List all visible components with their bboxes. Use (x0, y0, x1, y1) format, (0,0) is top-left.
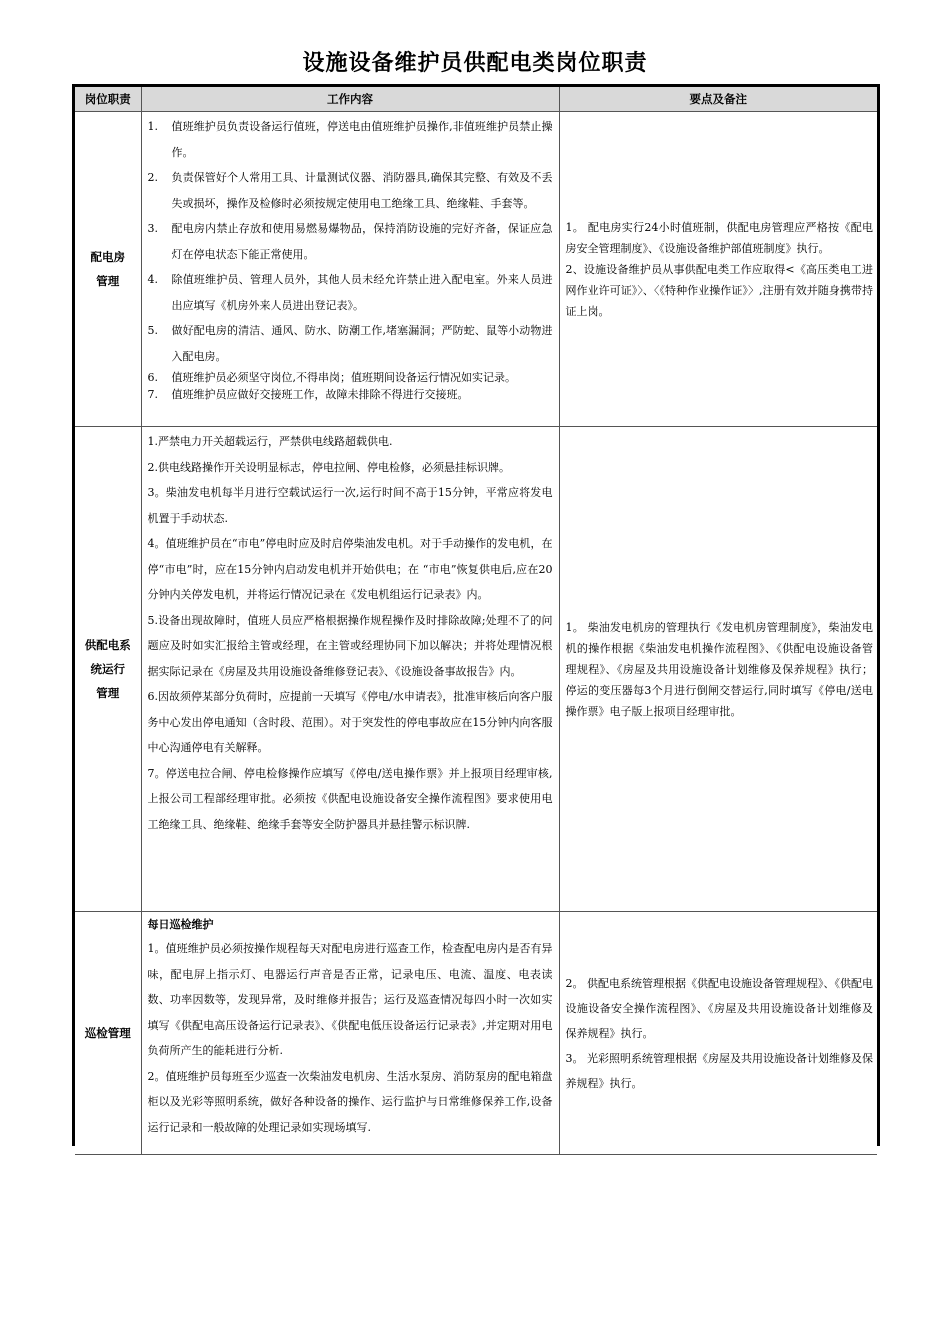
list-item (148, 165, 553, 216)
list-item: 4。值班维护员在“市电”停电时应及时启停柴油发电机。对于手动操作的发电机，在停“市电”时，应在15分钟内启动发电机并开始供电；在 “市电”恢复供电后,应在20分钟内关停发电机，并将运行情况记录在《发电机组运行记录表》内。 (147, 537, 553, 601)
notes-cell (559, 912, 877, 1155)
table-row (75, 427, 877, 912)
item-text: 值班维护员应做好交接班工作，故障未排除不得进行交接班。 (171, 388, 469, 401)
item-text: 负责保管好个人常用工具、计量测试仪器、消防器具,确保其完整、有效及不丢失或损坏，操作及检修时必须按规定使用电工绝缘工具、绝缘鞋、手套等。 (171, 171, 553, 210)
list-item: 3。柴油发电机每半月进行空载试运行一次,运行时间不高于15分钟，平常应将发电机置于手动状态. (147, 486, 553, 525)
duty-table (75, 87, 877, 1155)
list-item (148, 369, 553, 386)
item-number: 6. (147, 371, 158, 384)
section-subheading: 每日巡检维护 (147, 918, 214, 931)
note-text: 3。 光彩照明系统管理根据《房屋及共用设施设备计划维修及保养规程》执行。 (565, 1051, 873, 1090)
list-item: 1.严禁电力开关超载运行，严禁供电线路超载供电. (147, 435, 393, 448)
list-item: 2。值班维护员每班至少巡查一次柴油发电机房、生活水泵房、消防泵房的配电箱盘柜以及光彩等照明系统，做好各种设备的操作、运行监护与日常维修保养工作,设备运行记录和一般故障的处理记录如实现场填写. (147, 1069, 553, 1134)
category-cell (75, 112, 141, 427)
category-cell (75, 427, 141, 912)
item-text: 除值班维护员、管理人员外，其他人员未经允许禁止进入配电室。外来人员进出应填写《机房外来人员进出登记表》。 (171, 273, 553, 312)
note-text: 2、设施设备维护员从事供配电类工作应取得<《高压类电工进网作业许可证》〉、〈《特种作业操作证》〉,注册有效并随身携带持证上岗。 (565, 262, 873, 318)
category-label: 管理 (96, 686, 120, 700)
list-item (148, 318, 553, 369)
item-number: 1. (147, 120, 158, 133)
item-number: 5. (147, 324, 158, 337)
work-content-cell (141, 427, 559, 912)
list-item: 5.设备出现故障时，值班人员应严格根据操作规程操作及时排除故障;处理不了的问题应及时如实汇报给主管或经理，在主管或经理协同下加以解决；并将处理情况根据实际记录在《房屋及共用设施设备维修登记表》、《设施设备事故报告》内。 (147, 613, 553, 678)
category-label: 巡检管理 (84, 1026, 131, 1040)
item-text: 做好配电房的清洁、通风、防水、防潮工作,堵塞漏洞；严防蛇、鼠等小动物进入配电房。 (171, 324, 553, 363)
duty-table-frame (72, 84, 880, 1146)
header-notes: 要点及备注 (559, 87, 877, 112)
work-content-cell (141, 912, 559, 1155)
item-number: 4. (147, 273, 158, 286)
item-number: 7. (147, 388, 158, 401)
category-label: 管理 (96, 274, 120, 288)
item-number: 2. (147, 171, 158, 184)
category-label: 配电房 (90, 250, 125, 264)
list-item: 2.供电线路操作开关设明显标志，停电拉闸、停电检修，必须悬挂标识牌。 (147, 460, 510, 474)
note-text: 1。 柴油发电机房的管理执行《发电机房管理制度》，柴油发电机的操作根据《柴油发电机操作流程图》、《供配电设施设备管理规程》、《房屋及共用设施设备计划维修及保养规程》执行；停运的变压器每3个月进行倒闸交替运行,同时填写《停电/送电操作票》电子版上报项目经理审批。 (565, 620, 873, 718)
table-row (75, 912, 877, 1155)
notes-cell (559, 112, 877, 427)
list-item: 7。停送电拉合闸、停电检修操作应填写《停电/送电操作票》并上报项目经理审核,上报公司工程部经理审批。必须按《供配电设施设备安全操作流程图》要求使用电工绝缘工具、绝缘鞋、绝缘手套等安全防护器具并悬挂警示标识牌. (147, 766, 553, 831)
list-item: 6.因故须停某部分负荷时，应提前一天填写《停电/水申请表》，批准审核后向客户服务中心发出停电通知（含时段、范围）。对于突发性的停电事故应在15分钟内向客服中心沟通停电有关解释。 (147, 690, 553, 754)
notes-cell (559, 427, 877, 912)
category-label: 供配电系 (84, 638, 131, 652)
header-work-content: 工作内容 (141, 87, 559, 112)
document-title: 设施设备维护员供配电类岗位职责 (302, 51, 648, 76)
list-item: 1。值班维护员必须按操作规程每天对配电房进行巡查工作，检查配电房内是否有异味，配电屏上指示灯、电器运行声音是否正常，记录电压、电流、温度、电表读数、功率因数等，发现异常，及时维修并报告；运行及巡查情况每四小时一次如实填写《供配电高压设备运行记录表》、《供配电低压设备运行记录表》,并定期对用电负荷所产生的能耗进行分析. (147, 942, 553, 1057)
item-text: 值班维护员负责设备运行值班，停送电由值班维护员操作,非值班维护员禁止操作。 (171, 120, 553, 159)
item-text: 配电房内禁止存放和使用易燃易爆物品，保持消防设施的完好齐备，保证应急灯在停电状态下能正常使用。 (171, 222, 553, 261)
category-cell (75, 912, 141, 1155)
list-item (148, 216, 553, 267)
table-row (75, 112, 877, 427)
list-item (148, 114, 553, 165)
list-item (148, 267, 553, 318)
note-text: 2。 供配电系统管理根据《供配电设施设备管理规程》、《供配电设施设备安全操作流程图》、《房屋及共用设施设备计划维修及保养规程》执行。 (565, 976, 873, 1040)
item-text: 值班维护员必须坚守岗位,不得串岗；值班期间设备运行情况如实记录。 (171, 371, 516, 384)
work-content-cell (141, 112, 559, 427)
header-category: 岗位职责 (75, 87, 141, 112)
note-text: 1。 配电房实行24小时值班制，供配电房管理应严格按《配电房安全管理制度》、《设施设备维护部值班制度》执行。 (565, 220, 873, 255)
table-header-row (75, 87, 877, 112)
category-label: 统运行 (90, 662, 125, 676)
list-item (148, 386, 553, 403)
item-number: 3. (147, 222, 158, 235)
